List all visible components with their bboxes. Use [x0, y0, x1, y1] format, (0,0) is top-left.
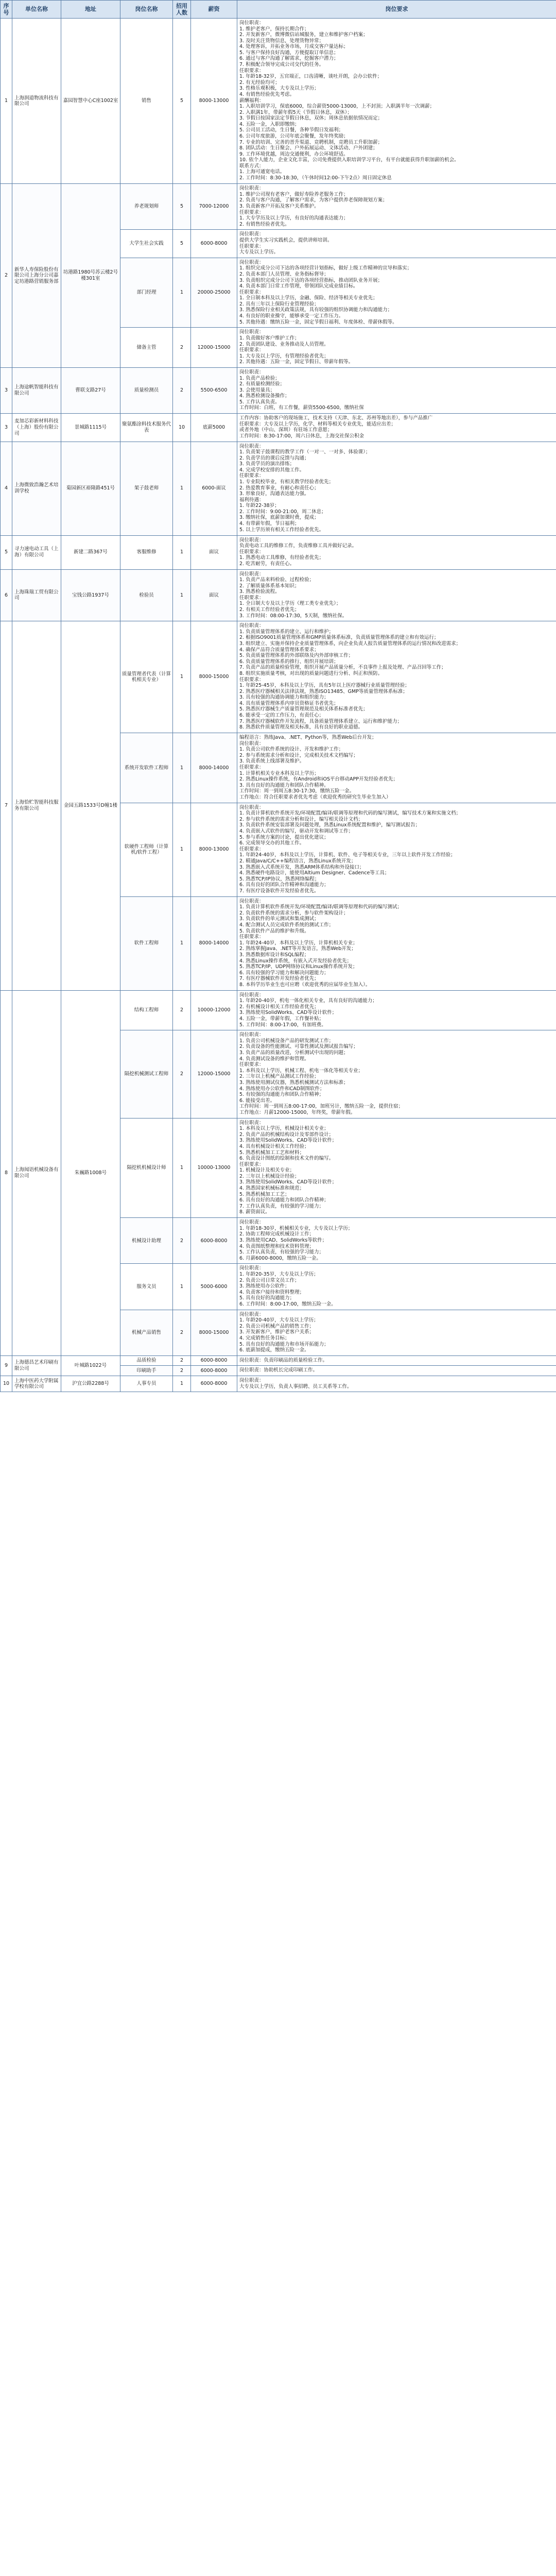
- table-row: [1, 1376, 556, 1392]
- job-requirements: 岗位职责： 1. 年龄20-40岁，机电一体化相关专业，具有良好的沟通能力； 2. 有机械设计相关工作经验者优先； 3. 熟练使用SolidWorks、CAD等设计软件； 4. 五险一金，带薪年假，工作餐补贴； 5. 工作时间：8:00-17:00，有加班费。: [237, 990, 556, 1030]
- job-count: 1: [173, 803, 191, 896]
- table-row: [1, 621, 556, 733]
- job-requirements: 岗位职责： 大专及以上学历，负责人事招聘、员工关系等工作。: [237, 1376, 556, 1392]
- table-row: [1, 990, 556, 1030]
- job-title: 隔挖机械测试工程师: [120, 1030, 173, 1118]
- job-count: 2: [173, 1355, 191, 1366]
- job-salary: 面议: [191, 535, 237, 569]
- job-count: 1: [173, 1264, 191, 1310]
- company-address: 景城路1115号: [61, 414, 120, 442]
- job-title: 服务文员: [120, 1264, 173, 1310]
- job-count: 1: [173, 896, 191, 990]
- row-number: 8: [1, 990, 12, 1355]
- table-row: [1, 414, 556, 442]
- job-title: 部门经理: [120, 258, 173, 328]
- company-address: 菊园新区裕隆路451号: [61, 442, 120, 535]
- job-requirements: 岗位职责：负责印刷品的质量检验工作。: [237, 1355, 556, 1366]
- job-title: 销售: [120, 19, 173, 184]
- table-header-row: [1, 1, 556, 19]
- job-requirements: 编程语言：熟练Java、.NET、Python等，熟悉Web后台开发； 岗位职责： 1. 负责公司软件系统的设计、开发和维护工作； 2. 参与系统需求分析和设计，完成相关技术文档编写； 3. 负责系统上线部署及维护。 任职要求： 1. 计算机相关专业本科及以上学历； 2. 熟悉Linux操作系统，有Android和iOS平台移动APP开发经验者优先； 3. 具有良好的沟通能力和团队合作精神。 工作时间：周一到周五8:30-17:30，缴纳五险一金。 工作地点：符合任职要求者优先考虑（欢迎优秀的研究生毕业生加入）: [237, 733, 556, 803]
- job-count: 5: [173, 230, 191, 258]
- job-requirements: 岗位职责：协助机长完成印刷工作。: [237, 1366, 556, 1376]
- header-count: 招用人数: [173, 1, 191, 19]
- job-title: 人事专员: [120, 1376, 173, 1392]
- header-address: 地址: [61, 1, 120, 19]
- job-title: 系统开发软件工程师: [120, 733, 173, 803]
- table-row: [1, 184, 556, 230]
- job-salary: 8000-14000: [191, 733, 237, 803]
- job-salary: 5500-6500: [191, 367, 237, 413]
- job-requirements: 岗位职责： 1. 维护公司现有老客户，做好寿险养老服务工作； 2. 负责与客户沟通，了解客户需求，为客户提供养老保障规划方案； 3. 负责新客户开拓及客户关系维护。 任职要求： 1. 大专学历及以上学历，有良好的沟通表达能力； 2. 有销售经验者优先。: [237, 184, 556, 230]
- company-name: 上海微致浩瀚艺术培训学校: [12, 442, 61, 535]
- job-salary: 8000-13000: [191, 19, 237, 184]
- company-name: 麦加芯彩新材料科技（上海）股份有限公司: [12, 414, 61, 442]
- job-requirements: 岗位职责： 1. 负责公司机械设备产品的研发测试工作； 2. 负责设备的性能测试、可靠性测试及测试报告编写； 3. 负责产品的质量改进，分析测试中出现的问题； 4. 负责测试设备的维护和管理。 任职要求： 1. 本科及以上学历，机械工程、机电一体化等相关专业； 2. 三年以上机械产品测试工作经验； 3. 熟练使用测试仪器，熟悉机械测试方法和标准； 4. 熟练使用办公软件和CAD制图软件； 5. 有较强的沟通能力和团队合作精神； 6. 能接受出差。 工作时间：周一到周五8:00-17:00，加班另计，缴纳五险一金，提供住宿； 工作地点：月薪12000-15000，年终奖，带薪年假。: [237, 1030, 556, 1118]
- job-requirements: 岗位职责： 1. 组织完成分公司下达的各项经营计划指标，做好上级工作精神的宣导和落实； 2. 负责本部门人员管理、业务指标督导； 3. 负责组织完成分公司下达的各项经营指标，推动团队业务开展； 4. 负责本部门日常工作管理，带领团队完成业绩目标。 任职要求： 1. 全日制本科及以上学历，金融、保险、经济等相关专业优先； 2. 具有三年以上保险行业管理经验； 3. 熟悉保险行业相关政策法规，具有较强的组织协调能力和沟通能力； 4. 有良好的职业操守，能够承受一定工作压力。 5. 其他待遇：缴纳五险一金，固定节假日福利、年度体检、带薪休假等。: [237, 258, 556, 328]
- company-name: 上海闻语机械设备有限公司: [12, 990, 61, 1355]
- job-salary: 6000-8000: [191, 1218, 237, 1264]
- job-count: 1: [173, 442, 191, 535]
- job-salary: 6000-8000: [191, 1355, 237, 1366]
- row-number: 10: [1, 1376, 12, 1392]
- job-requirements: 岗位职责： 提供大学生实习实践机会，提供讲师培训。 任职要求： 大专及以上学历。: [237, 230, 556, 258]
- row-number: 9: [1, 1355, 12, 1376]
- job-title: 软件工程师: [120, 896, 173, 990]
- job-salary: 20000-25000: [191, 258, 237, 328]
- table-row: [1, 535, 556, 569]
- job-count: 1: [173, 535, 191, 569]
- job-salary: 10000-13000: [191, 1118, 237, 1218]
- job-count: 1: [173, 1376, 191, 1392]
- company-name: 上海途帆智能科技有限公司: [12, 367, 61, 413]
- job-requirements: 岗位职责： 1. 负责产品来料检验、过程检验； 2. 了解质量体系基本知识； 3. 熟悉检验流程。 任职要求： 1. 全日制大专及以上学历（理工类专业优先）； 2. 有相关工作经验者优先； 3. 工作时间：08:00-17:30，5天制，缴纳社保。: [237, 569, 556, 621]
- job-salary: 8000-13000: [191, 803, 237, 896]
- job-salary: 8000-15000: [191, 1310, 237, 1355]
- job-requirements: 岗位职责： 1. 负责产品检验； 2. 有质量检测经验； 3. 会使用量具； 4. 熟悉检测设备操作； 5. 工作认真负责。 工作时间：白班，有工作餐，薪资5500-6500，缴纳社保: [237, 367, 556, 413]
- job-requirements: 岗位职责： 1. 本科及以上学历，机械设计相关专业； 2. 负责产品的机械结构设计及零部件设计； 3. 熟练使用SolidWorks、CAD等设计软件； 4. 具有机械设计相关工作经验； 5. 熟悉机械加工工艺和材料； 6. 负责设计图纸的绘制和技术文件的编写。 任职要求： 1. 机械设计及相关专业； 2. 三年以上机械设计经验； 3. 熟练使用SolidWorks、CAD等设计软件； 4. 熟悉国家机械标准和规范； 5. 熟悉机械加工工艺； 6. 具有良好的沟通能力和团队合作精神； 7. 工作认真负责，有较强的学习能力； 8. 薪资面议。: [237, 1118, 556, 1218]
- job-requirements: 岗位职责： 1. 维护老客户，保持长期合作； 2. 开发新客户，微博微信站城服务，建立和维护客户档案； 3. 及时关注货物信息，处理货物异常； 4. 处理客诉，开拓业务市场，月成交客户量达标； 5. 与客户保持良好沟通，方便提取订单信息； 6. 通过与客户沟通了解需求，挖掘客户潜力； 7. 积极配合领导完成公司交代的任务。 任职要求： 1. 年龄18-32岁，五官端正，口齿清晰，谈吐开朗，会办公软件； 2. 有无经验均可； 3. 性格乐观积极，大专及以上学历； 4. 有销售经验优先考虑。 薪酬福利： 1. 入职培训学习，保底6000，综合薪资5000-13000，上不封顶；入职满半年一次调薪； 2. 入职满1年，带薪年假5天（节假日休息，双休）； 3. 节假日按国家法定节假日休息，双休；周休息依据依情况而定； 4. 五险一金，入职即缴纳； 5. 公司员工活动，生日餐，各种节假日发福利； 6. 公司年度旅游，公司年底会聚餐，发年终奖励； 7. 专业的培训、完善的晋升渠道、竞聘机制，竞聘员工升职加薪； 8. 团队活动：生日聚会、户外拓展运动、文体活动、户外团建； 9. 工作环境优越，周边交通便利，办公环境舒适。 10. 依个人能力，企业文化丰富，公司免费提供入职培训学习平台，有平台就能获得升职加薪的机会。 联系方式： 1. 上海可通宽电话。 2. 工作时间：8:30-18:30，（午休时间12:00-下午2点）周日固定休息: [237, 19, 556, 184]
- company-address: 朱巍路1008号: [61, 990, 120, 1355]
- job-count: 5: [173, 19, 191, 184]
- header-company: 单位名称: [12, 1, 61, 19]
- table-row: [1, 19, 556, 184]
- row-number: 7: [1, 621, 12, 990]
- row-number: 5: [1, 535, 12, 569]
- job-requirements: 岗位职责： 1. 负责计算机软件系统开发/环境配置/编译/联调等原理和代码的编写测试； 2. 负责软件系统的需求分析，参与软件架构设计； 3. 负责软件的单元测试和集成测试； 4. 配合测试人员完成软件系统的测试工作； 5. 负责软件产品的维护和升级。 任职要求： 1. 年龄24-40岁，本科及以上学历，计算机相关专业； 2. 熟练掌握Java、.NET等开发语言，熟悉Web开发； 3. 熟悉数据库设计和SQL编程； 4. 熟悉Linux操作系统，有嵌入式开发经验者优先； 5. 熟悉TCP/IP、UDP网络协议和Linux操作系统开发； 6. 具有较强的学习能力和解决问题能力； 7. 有医疗器械软件开发经验者优先； 8. 本科学历毕业生也可应聘（欢迎优秀的应届毕业生加入）。: [237, 896, 556, 990]
- table-row: [1, 569, 556, 621]
- company-name: 寻力速电动工具（上海）有限公司: [12, 535, 61, 569]
- job-title: 印刷助手: [120, 1366, 173, 1376]
- job-title: 聚氨酯涂料技术服务代表: [120, 414, 173, 442]
- company-address: 坊港路1980号苏云楼2号楼301室: [61, 184, 120, 368]
- job-count: 1: [173, 569, 191, 621]
- job-count: 5: [173, 184, 191, 230]
- job-title: 架子鼓老师: [120, 442, 173, 535]
- job-requirements: 工作内容：协助客户的现场施工，技术支持（天津、东北、苏州等地出差），参与产品推广 任职要求：大专及以上学历，化学、材料等相关专业优先，能适应出差； 或者外地（中山、深圳）有驻场工作意愿； 工作时间：8:30-17:00，周六日休息，上海交社保公积金: [237, 414, 556, 442]
- company-address: 宝钱公路1937号: [61, 569, 120, 621]
- job-title: 养老规划师: [120, 184, 173, 230]
- job-salary: 8000-15000: [191, 621, 237, 733]
- job-count: 2: [173, 990, 191, 1030]
- job-requirements: 岗位职责： 1. 负责计算机软件系统开发/环境配置/编译/联调等原理和代码的编写测试，编写技术方案和实施文档； 2. 参与软件系统的需求分析和设计，编写相关设计文档； 3. 负责软件系统安装部署及问题处理，熟悉Linux系统配置和维护，编写测试报告； 4. 负责嵌入式软件的编写，驱动开发和调试等工作； 5. 参与系统方案的讨论，提出优化建议； 6. 完成领导交办的其他工作。 任职要求： 1. 年龄24-40岁，本科及以上学历，计算机、软件、电子等相关专业，三年以上软件开发工作经验； 2. 精通Java/C/C++编程语言，熟悉Linux系统开发； 3. 熟悉嵌入式系统开发，熟悉ARM体系结构和外设接口； 4. 熟悉硬件电路设计，能使用Altium Designer、Cadence等工具； 5. 熟悉TCP/IP协议，熟悉网络编程； 6. 具有良好的团队合作精神和沟通能力； 7. 有医疗设备软件开发经验者优先。: [237, 803, 556, 896]
- job-title: 大学生社会实践: [120, 230, 173, 258]
- job-title: 机械产品销售: [120, 1310, 173, 1355]
- job-salary: 8000-14000: [191, 896, 237, 990]
- row-number: 3: [1, 414, 12, 442]
- job-salary: 6000-8000: [191, 230, 237, 258]
- job-requirements: 岗位职责： 1. 年龄20-35岁，大专及以上学历； 2. 负责公司日常文员工作； 3. 熟练使用办公软件； 4. 负责客户接待和资料整理； 5. 具有良好的沟通能力； 6. 工作时间：8:00-17:00，缴纳五险一金。: [237, 1264, 556, 1310]
- job-title: 品质检验: [120, 1355, 173, 1366]
- job-salary: 6000-8000: [191, 1376, 237, 1392]
- job-count: 1: [173, 1118, 191, 1218]
- job-title: 结构工程师: [120, 990, 173, 1030]
- job-salary: 6000-面议: [191, 442, 237, 535]
- company-name: 上海中医药大学附属学校有限公司: [12, 1376, 61, 1392]
- row-number: 3: [1, 367, 12, 413]
- company-name: 上海恰贮智能科技服务有限公司: [12, 621, 61, 990]
- company-address: 叶城路1022号: [61, 1355, 120, 1376]
- job-count: 2: [173, 328, 191, 368]
- job-title: 客服维修: [120, 535, 173, 569]
- job-title: 储备主管: [120, 328, 173, 368]
- company-name: 上海珠瑞工贸有限公司: [12, 569, 61, 621]
- job-title: 隔挖机机械设计师: [120, 1118, 173, 1218]
- company-address: 嘉园智慧中心C座1002室: [61, 19, 120, 184]
- table-row: [1, 367, 556, 413]
- job-title: 检验员: [120, 569, 173, 621]
- job-title: 软硬件工程师（计算机/软件工程）: [120, 803, 173, 896]
- header-requirements: 岗位要求: [237, 1, 556, 19]
- table-row: [1, 1355, 556, 1366]
- job-salary: 底薪5000: [191, 414, 237, 442]
- company-name: 上海润道物流科技有限公司: [12, 19, 61, 184]
- header-no: 序号: [1, 1, 12, 19]
- company-address: 沪宜公路2288号: [61, 1376, 120, 1392]
- header-salary: 薪资: [191, 1, 237, 19]
- row-number: 6: [1, 569, 12, 621]
- job-salary: 12000-15000: [191, 1030, 237, 1118]
- company-name: 上海德昌艺术印刷有限公司: [12, 1355, 61, 1376]
- table-row: [1, 442, 556, 535]
- job-salary: 面议: [191, 569, 237, 621]
- job-title: 机械设计助理: [120, 1218, 173, 1264]
- company-address: 金园五路1533号D幢1楼: [61, 621, 120, 990]
- job-requirements: 岗位职责： 1. 负责做好客户维护工作； 2. 负责团队建设、业务推动及人员管理。 任职要求： 1. 大专及以上学历，有管理经验者优先； 2. 其他待遇：五险一金，固定节假日、带薪年假等。: [237, 328, 556, 368]
- job-count: 2: [173, 1030, 191, 1118]
- job-count: 2: [173, 1218, 191, 1264]
- job-count: 2: [173, 1310, 191, 1355]
- job-requirements: 岗位职责： 1. 年龄18-30岁，机械相关专业，大专及以上学历； 2. 协助工程师完成机械设计工作； 3. 熟练使用CAD、SolidWorks等软件； 4. 负责图纸整理和技术资料管理； 5. 工作认真负责，有较强的学习能力； 6. 月薪6000-8000，缴纳五险一金。: [237, 1218, 556, 1264]
- job-salary: 10000-12000: [191, 990, 237, 1030]
- job-title: 质量管理者代表（计算机相关专业）: [120, 621, 173, 733]
- job-title: 质量检测员: [120, 367, 173, 413]
- company-address: 新建二路367号: [61, 535, 120, 569]
- job-salary: 6000-8000: [191, 1366, 237, 1376]
- row-number: 4: [1, 442, 12, 535]
- job-count: 1: [173, 621, 191, 733]
- job-count: 2: [173, 1366, 191, 1376]
- job-count: 10: [173, 414, 191, 442]
- job-count: 1: [173, 258, 191, 328]
- job-count: 2: [173, 367, 191, 413]
- job-table-body: [1, 19, 556, 1392]
- job-salary: 12000-15000: [191, 328, 237, 368]
- row-number: 2: [1, 184, 12, 368]
- job-salary: 5000-6000: [191, 1264, 237, 1310]
- company-address: 曹联支路27号: [61, 367, 120, 413]
- row-number: 1: [1, 19, 12, 184]
- job-salary: 7000-12000: [191, 184, 237, 230]
- job-requirements: 岗位职责： 负责电动工具的维修工作，负责维修工具并做好记录。 任职要求： 1. 熟悉电动工具维修，有经验者优先； 2. 吃苦耐劳，有责任心。: [237, 535, 556, 569]
- header-job-title: 岗位名称: [120, 1, 173, 19]
- job-count: 1: [173, 733, 191, 803]
- job-requirements: 岗位职责： 1. 年龄20-40岁，大专及以上学历； 2. 负责公司机械产品的销售工作； 3. 开发新客户，维护老客户关系； 4. 完成销售任务目标； 5. 具有良好的沟通能力和市场开拓能力； 6. 底薪加提成，缴纳五险一金。: [237, 1310, 556, 1355]
- company-name: 新华人寿保险股份有限公司上海分公司嘉定坊港路营销服务部: [12, 184, 61, 368]
- job-requirements: 岗位职责： 1. 负责质量管理体系的建立、运行和维护； 2. 根据ISO9001质量管理体系和GMP质量体系标准，负责质量管理体系的建立和有效运行； 3. 组织建立、实施并保持企业质量管理体系，向企业负责人报告质量管理体系的运行情况和改进需求； 4. 确保产品符合质量管理体系要求； 5. 负责质量管理体系的外部联络及内外部审核工作； 6. 负责质量管理体系的推行、组织开展培训； 7. 负责产品的质量检验管理，组织开展产品质量分析，不良事件上报及处理、产品召回等工作； 8. 组织实施质量考核，对出现的质量问题进行分析、纠正和预防。 任职要求： 1. 年龄25-45岁，本科及以上学历，具有5年以上医疗器械行业质量管理经验； 2. 熟悉医疗器械相关法律法规，熟悉ISO13485、GMP等质量管理体系标准； 3. 具有较强的沟通协调能力和组织能力； 4. 具有质量管理体系内审员资格证书者优先； 5. 熟悉医疗器械生产质量管理规范及相关体系标准者优先； 6. 能承受一定的工作压力，有责任心； 7. 熟悉医疗器械软件开发流程，具备质量管理体系建立、运行和维护能力； 8. 熟悉软件质量管理及相关标准，具有良好的职业道德。: [237, 621, 556, 733]
- job-requirements: 岗位职责： 1. 负责架子鼓课程的教学工作（一对一、一对多、体验课）； 2. 负责学员的课后反馈与沟通； 3. 负责学员的演出排练； 4. 完成学校安排的其他工作。 任职要求： 1. 专业院校毕业，有相关教学经验者优先； 2. 热爱教育事业，有耐心和责任心； 3. 形象良好，沟通表达能力强。 福利待遇： 1. 年龄22-38岁； 2. 工作时间：9:00-21:00，周二休息； 3. 缴纳社保，底薪加课时费，提成； 4. 有带薪年假，节日福利； 5. 以上学历须有相关工作经验者优先。: [237, 442, 556, 535]
